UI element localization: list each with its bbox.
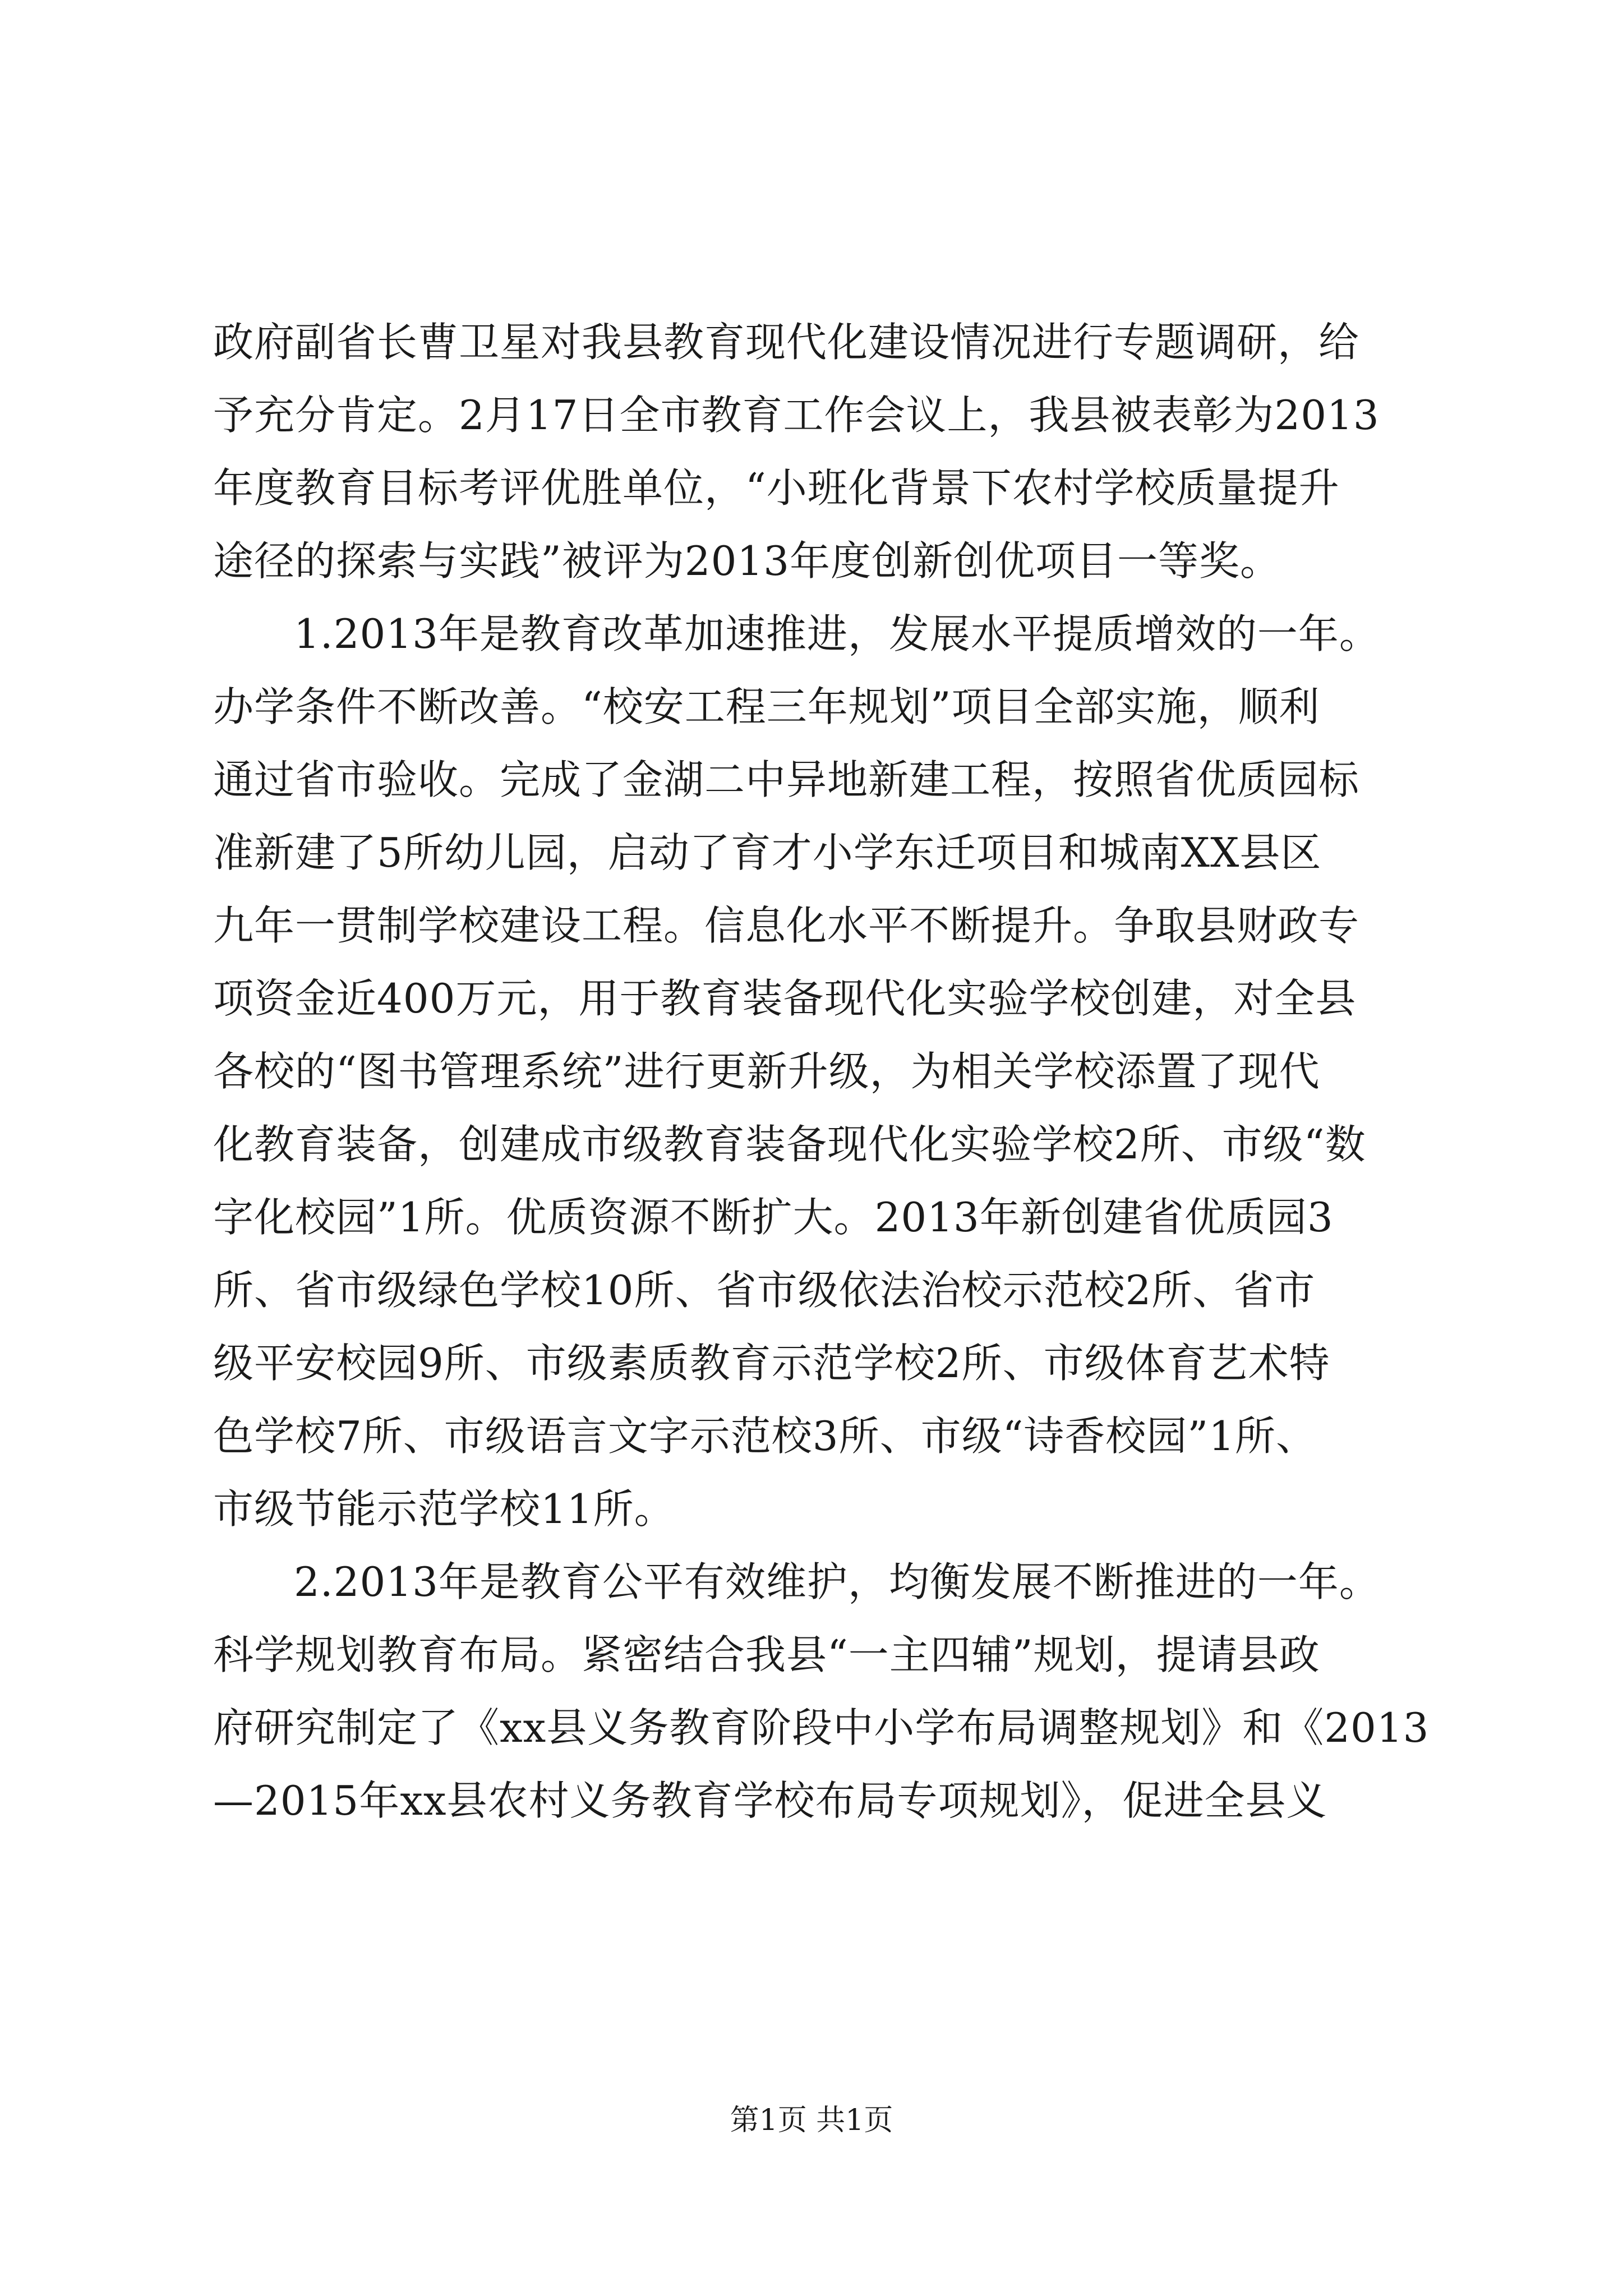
- document-body: [213, 306, 1441, 1837]
- paragraph-2-first-line: 2.2013年是教育公平有效维护，均衡发展不断推进的一年。: [294, 1558, 1380, 1605]
- text-line: 通过省市验收。完成了金湖二中异地新建工程，按照省优质园标: [213, 756, 1360, 803]
- text-line: —2015年xx县农村义务教育学校布局专项规划》，促进全县义: [213, 1777, 1327, 1824]
- text-line: 政府副省长曹卫星对我县教育现代化建设情况进行专题调研，给: [213, 319, 1360, 366]
- text-line: 色学校7所、市级语言文字示范校3所、市级“诗香校园”1所、: [213, 1412, 1317, 1460]
- text-line: 所、省市级绿色学校10所、省市级依法治校示范校2所、省市: [213, 1267, 1316, 1314]
- text-line: 途径的探索与实践”被评为2013年度创新创优项目一等奖。: [213, 537, 1281, 585]
- text-line: 年度教育目标考评优胜单位，“小班化背景下农村学校质量提升: [213, 464, 1340, 512]
- text-line: 级平安校园9所、市级素质教育示范学校2所、市级体育艺术特: [213, 1340, 1330, 1387]
- text-line: 项资金近400万元，用于教育装备现代化实验学校创建，对全县: [213, 975, 1357, 1022]
- text-line: 字化校园”1所。优质资源不断扩大。2013年新创建省优质园3: [213, 1194, 1334, 1241]
- text-line: 办学条件不断改善。“校安工程三年规划”项目全部实施，顺利: [213, 683, 1320, 730]
- text-line: 予充分肯定。2月17日全市教育工作会议上，我县被表彰为2013: [213, 392, 1380, 439]
- paragraph-1-first-line: 1.2013年是教育改革加速推进，发展水平提质增效的一年。: [294, 610, 1380, 657]
- text-line: 府研究制定了《xx县义务教育阶段中小学布局调整规划》和《2013: [213, 1704, 1430, 1751]
- text-line: 准新建了5所幼儿园，启动了育才小学东迁项目和城南XX县区: [213, 829, 1322, 876]
- text-line: 市级节能示范学校11所。: [213, 1485, 675, 1533]
- text-line: 化教育装备，创建成市级教育装备现代化实验学校2所、市级“数: [213, 1121, 1366, 1168]
- text-line: 各校的“图书管理系统”进行更新升级，为相关学校添置了现代: [213, 1048, 1320, 1095]
- text-line: 科学规划教育布局。紧密结合我县“一主四辅”规划，提请县政: [213, 1631, 1320, 1678]
- text-line: 九年一贯制学校建设工程。信息化水平不断提升。争取县财政专: [213, 902, 1360, 949]
- page-number-footer: 第1页 共1页: [730, 2104, 893, 2137]
